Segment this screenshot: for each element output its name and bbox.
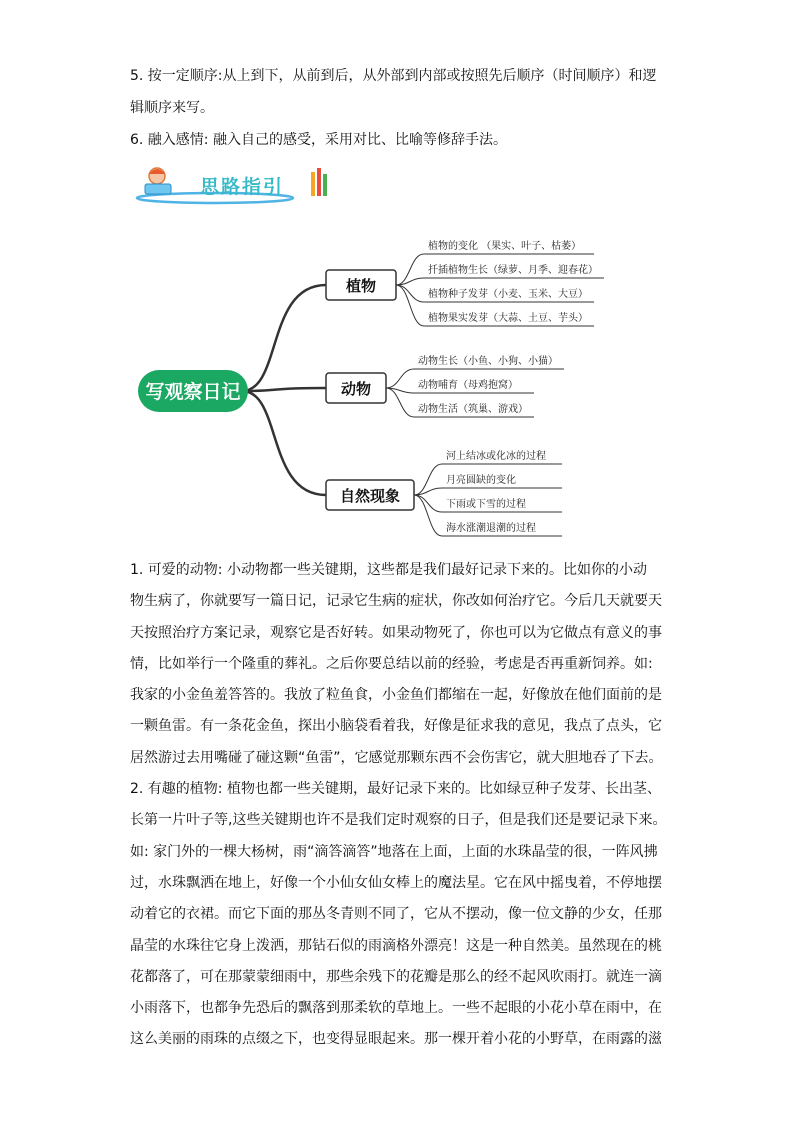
leaf-item: 月亮圆缺的变化 xyxy=(446,475,516,486)
branch-connector xyxy=(242,285,326,391)
leaf-item: 动物哺育（母鸡抱窝） xyxy=(418,380,518,391)
leaf-item: 扦插植物生长（绿萝、月季、迎春花） xyxy=(428,265,598,276)
body-line: 情，比如举行一个隆重的葬礼。之后你要总结以前的经验，考虑是否再重新饲养。如: xyxy=(130,655,653,672)
leaf-connector xyxy=(396,285,424,326)
body-line: 天按照治疗方案记录，观察它是否好转。如果动物死了，你也可以为它做点有意义的事 xyxy=(130,624,662,641)
body-line: 过，水珠飘洒在地上，好像一个小仙女仙女棒上的魔法星。它在风中摇曳着，不停地摆 xyxy=(130,874,662,891)
intro-line-6: 6. 融入感情: 融入自己的感受，采用对比、比喻等修辞手法。 xyxy=(130,132,507,148)
mind-map xyxy=(130,220,610,540)
body-line: 1. 可爱的动物: 小动物都一些关键期，这些都是我们最好记录下来的。比如你的小动 xyxy=(130,562,647,578)
body-line: 长第一片叶子等,这些关键期也许不是我们定时观察的日子，但是我们还是要记录下来。 xyxy=(130,812,667,829)
leaf-item: 动物生长（小鱼、小狗、小猫） xyxy=(418,356,558,367)
book-icon xyxy=(145,184,171,194)
center-node-label: 写观察日记 xyxy=(145,381,241,403)
pencil-icon-3 xyxy=(323,174,327,196)
leaf-connector xyxy=(414,495,442,512)
body-line: 晶莹的水珠往它身上泼洒，那钻石似的雨滴格外漂亮！这是一种自然美。虽然现在的桃 xyxy=(130,937,662,954)
body-text xyxy=(130,555,670,1056)
branch-node-label: 自然现象 xyxy=(339,487,401,505)
body-line: 物生病了，你就要写一篇日记，记录它生病的症状，你改如何治疗它。今后几天就要天 xyxy=(130,593,662,610)
leaf-item: 植物的变化 （果实、叶子、枯萎） xyxy=(428,241,582,252)
leaf-item: 下雨或下雪的过程 xyxy=(446,499,526,510)
body-line: 这么美丽的雨珠的点缀之下，也变得显眼起来。那一棵开着小花的小野草，在雨露的滋 xyxy=(130,1031,662,1048)
branch-connector xyxy=(242,388,326,391)
leaf-item: 河上结冰或化冰的过程 xyxy=(446,451,546,462)
body-line: 如: 家门外的一棵大杨树，雨“滴答滴答”地落在上面，上面的水珠晶莹的很，一阵风拂 xyxy=(130,843,658,860)
body-line: 2. 有趣的植物: 植物也都一些关键期，最好记录下来的。比如绿豆种子发芽、长出茎、 xyxy=(130,781,661,798)
leaf-connector xyxy=(414,464,442,495)
leaf-item: 植物种子发芽（小麦、玉米、大豆） xyxy=(428,289,588,300)
pencil-icon-2 xyxy=(317,168,321,196)
intro-line-5a: 5. 按一定顺序:从上到下，从前到后，从外部到内部或按照先后顺序（时间顺序）和逻 xyxy=(130,68,657,84)
body-line: 我家的小金鱼羞答答的。我放了粒鱼食，小金鱼们都缩在一起，好像放在他们面前的是 xyxy=(130,687,662,704)
leaf-item: 植物果实发芽（大蒜、土豆、芋头） xyxy=(428,313,588,324)
leaf-connector xyxy=(414,495,442,536)
body-line: 小雨落下，也都争先恐后的飘落到那柔软的草地上。一些不起眼的小花小草在雨中，在 xyxy=(130,1000,662,1017)
guide-title: 思路指引 xyxy=(200,176,285,198)
leaf-item: 动物生活（筑巢、游戏） xyxy=(418,404,528,415)
body-line: 动着它的衣裙。而它下面的那丛冬青则不同了，它从不摆动，像一位文静的少女，任那 xyxy=(130,906,662,923)
leaf-connector xyxy=(386,369,414,388)
leaf-connector xyxy=(396,254,424,285)
body-line: 居然游过去用嘴碰了碰这颗“鱼雷”，它感觉那颗东西不会伤害它，就大胆地吞了下去。 xyxy=(130,749,663,766)
branch-node-label: 动物 xyxy=(340,380,372,398)
pencil-icon-1 xyxy=(311,172,315,196)
leaf-item: 海水涨潮退潮的过程 xyxy=(446,523,536,534)
body-line: 一颗鱼雷。有一条花金鱼，探出小脑袋看着我，好像是征求我的意见，我点了点头，它 xyxy=(130,718,662,735)
branch-node-label: 植物 xyxy=(345,277,377,295)
intro-line-5b: 辑顺序来写。 xyxy=(130,100,214,116)
body-line: 花都落了，可在那蒙蒙细雨中，那些余残下的花瓣是那么的经不起风吹雨打。就连一滴 xyxy=(130,968,662,985)
branch-connector xyxy=(242,391,326,495)
leaf-connector xyxy=(396,285,424,302)
